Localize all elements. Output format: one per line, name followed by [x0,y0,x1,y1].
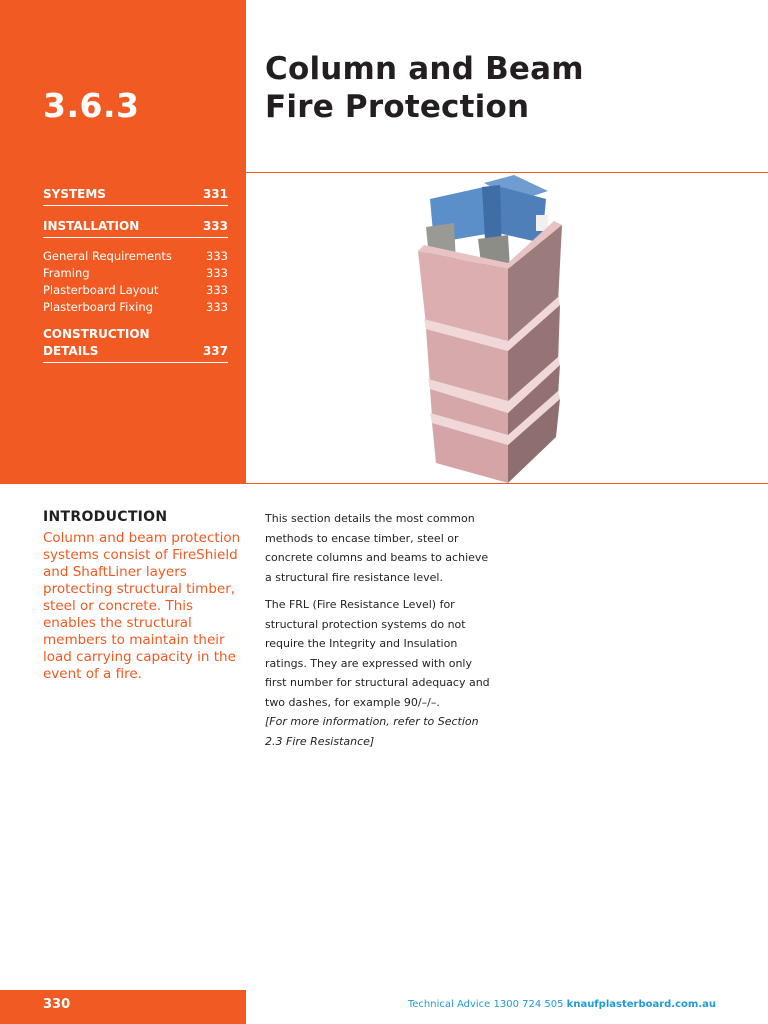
toc-construction-line1[interactable] [43,326,228,343]
column-illustration [246,173,768,483]
toc-installation-label: INSTALLATION [43,219,140,233]
column-diagram-svg [246,173,768,483]
website-link[interactable]: knaufplasterboard.com.au [566,999,716,1010]
toc-installation[interactable] [43,218,228,238]
toc-construction-details[interactable] [43,343,228,363]
toc-systems[interactable] [43,186,228,206]
title-line-1: Column and Beam [265,51,584,87]
technical-advice-text: Technical Advice 1300 724 505 [407,999,564,1010]
body-paragraph-2 [265,595,490,751]
toc-item-page: 333 [206,249,228,263]
toc-item-framing[interactable] [43,265,228,282]
reference-note[interactable]: [For more information, refer to Section 2.3 Fire Resistance] [265,715,479,748]
intro-heading: INTRODUCTION [43,509,168,525]
toc-installation-page: 333 [202,219,228,233]
title-line-2: Fire Protection [265,89,530,125]
toc-construction-page: 337 [202,344,228,358]
toc-construction-label-2: DETAILS [43,344,99,358]
body-text [265,509,490,759]
toc-systems-label: SYSTEMS [43,187,106,201]
page-title [265,50,584,126]
toc-item-label: Framing [43,266,90,280]
toc-item-plasterboard-fixing[interactable] [43,299,228,316]
body-paragraph-2-text: The FRL (Fire Resistance Level) for structural protection systems do not require the Integrity and Insulation ratings. They are expressed with only first number for structural adequacy and two dashes, for example 90/–/–. [265,598,490,709]
section-number: 3.6.3 [43,86,140,125]
toc-item-label: Plasterboard Fixing [43,300,153,314]
toc-item-label: General Requirements [43,249,172,263]
footer-contact [408,999,716,1010]
toc-item-plasterboard-layout[interactable] [43,282,228,299]
toc-item-label: Plasterboard Layout [43,283,159,297]
toc-item-page: 333 [206,300,228,314]
intro-lead: Column and beam protection systems consist of FireShield and ShaftLiner layers protecting structural timber, steel or concrete. This enables the structural members to maintain their load carrying capacity in the event of a fire. [43,530,241,682]
toc-systems-page: 331 [202,187,228,201]
table-of-contents [43,186,228,363]
toc-construction-label-1: CONSTRUCTION [43,327,150,341]
section-divider [0,483,768,484]
footer-bar [0,990,246,1024]
toc-item-page: 333 [206,283,228,297]
page-number: 330 [43,997,71,1012]
body-paragraph-1: This section details the most common methods to encase timber, steel or concrete columns and beams to achieve a structural fire resistance level. [265,512,489,584]
toc-item-page: 333 [206,266,228,280]
toc-item-general-requirements[interactable] [43,248,228,265]
